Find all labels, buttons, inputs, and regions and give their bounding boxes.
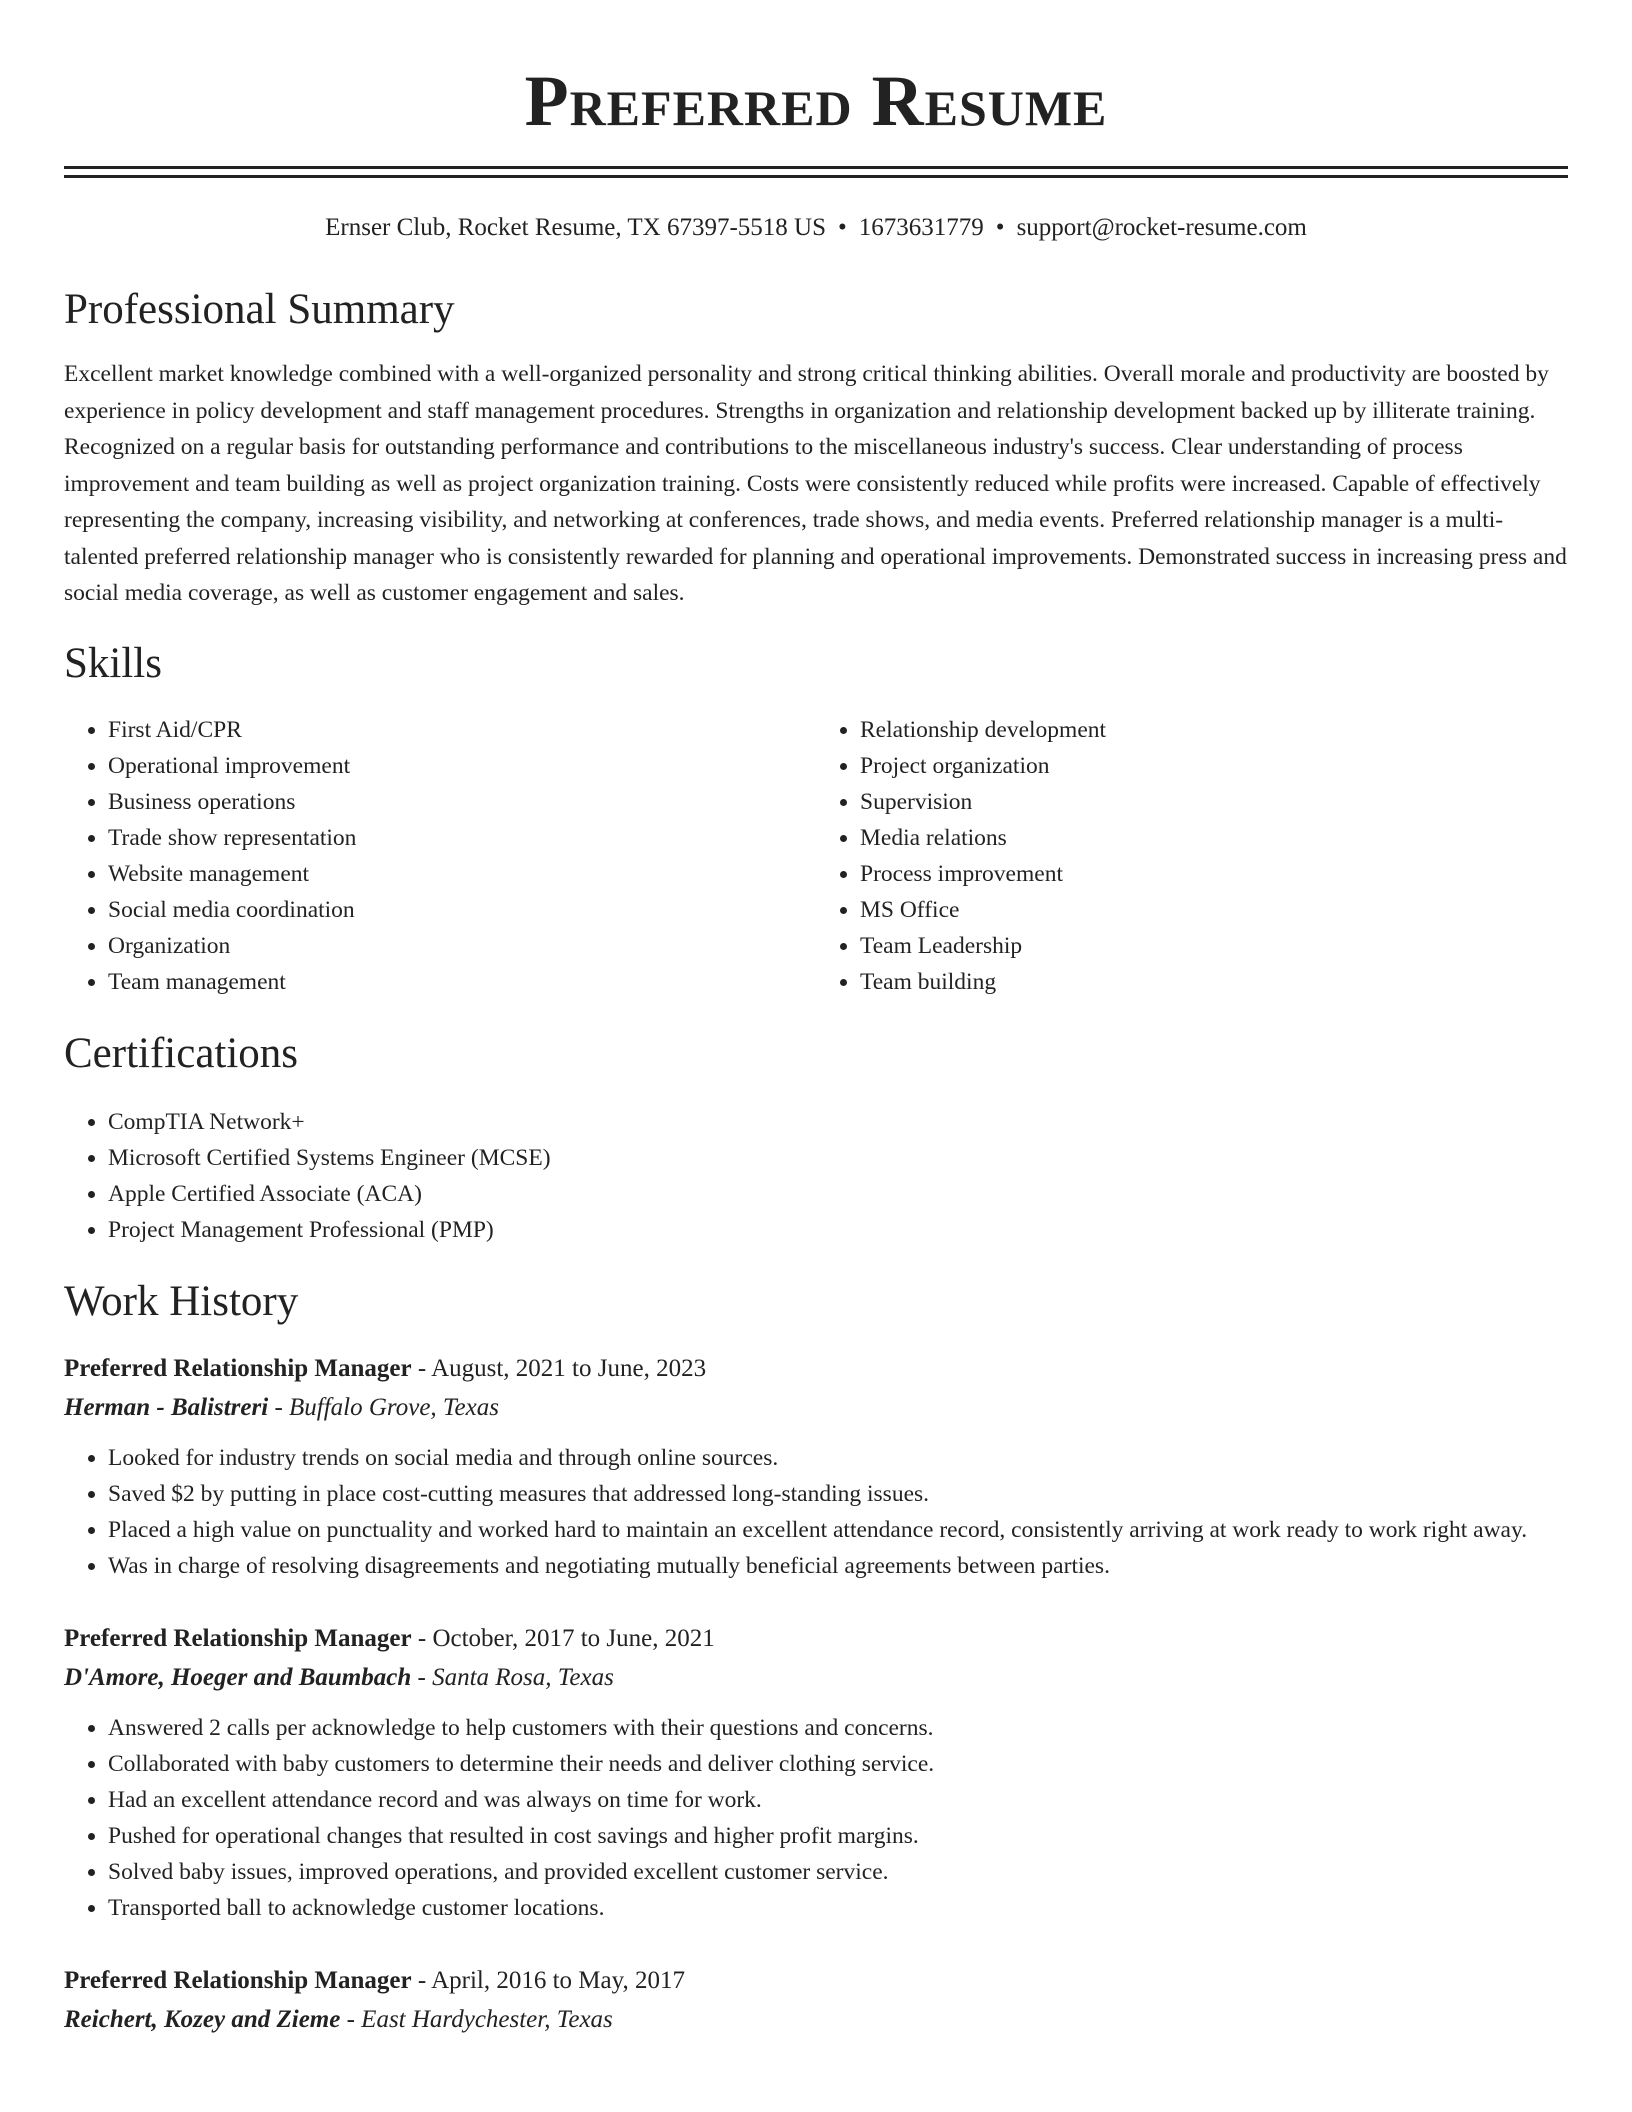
- job-dates: - April, 2016 to May, 2017: [411, 1966, 685, 1994]
- certifications-heading: Certifications: [64, 1029, 299, 1077]
- contact-email: support@rocket-resume.com: [1016, 214, 1307, 241]
- contact-address: Ernser Club, Rocket Resume, TX 67397-5518 US: [325, 214, 827, 241]
- job-role: Preferred Relationship Manager: [64, 1624, 412, 1652]
- skill-item: • Project organization: [860, 748, 1568, 784]
- header-divider: [64, 166, 1568, 178]
- summary-text: Excellent market knowledge combined with a well-organized personality and strong critical thinking abilities. Overall morale and productivity are boosted by experience in policy development and staff management procedures. Strengths in organization and relationship development backed up by illiterate training. Recognized on a regular basis for outstanding performance and contributions to the miscellaneous industry's success. Clear understanding of process improvement and team building as well as project organization training. Costs were consistently reduced while profits were increased. Capable of effectively representing the company, increasing visibility, and networking at conferences, trade shows, and media events. Preferred relationship manager is a multi-talented preferred relationship manager who is consistently rewarded for planning and operational improvements. Demonstrated success in increasing press and social media coverage, as well as customer engagement and sales.: [64, 361, 1567, 606]
- certification-item: • Apple Certified Associate (ACA): [108, 1176, 1568, 1212]
- job-bullets: [64, 1710, 1568, 1926]
- job-bullet: • Solved baby issues, improved operations, and provided excellent customer service.: [108, 1854, 1568, 1890]
- skill-item: • Organization: [108, 928, 816, 964]
- skills-grid: [64, 712, 1568, 1000]
- contact-separator: •: [995, 214, 1005, 241]
- job-company: Herman - Balistreri: [64, 1393, 269, 1421]
- job-company-line: [64, 1388, 1568, 1428]
- skill-item: • Team Leadership: [860, 928, 1568, 964]
- skill-item: • Social media coordination: [108, 892, 816, 928]
- skills-left-list: [64, 712, 816, 1000]
- job-bullet: • Answered 2 calls per acknowledge to help customers with their questions and concerns.: [108, 1710, 1568, 1746]
- job-bullet: • Transported ball to acknowledge customer locations.: [108, 1890, 1568, 1926]
- skill-item: • Process improvement: [860, 856, 1568, 892]
- job-entry: [64, 1962, 1568, 2040]
- job-location: - East Hardychester, Texas: [340, 2005, 613, 2033]
- summary-heading: Professional Summary: [64, 286, 455, 333]
- skill-item: • Business operations: [108, 784, 816, 820]
- job-bullets: [64, 1440, 1568, 1584]
- job-title-line: [64, 1350, 1568, 1388]
- skill-item: • Relationship development: [860, 712, 1568, 748]
- job-location: - Buffalo Grove, Texas: [268, 1393, 499, 1421]
- job-company: Reichert, Kozey and Zieme: [64, 2005, 341, 2033]
- job-dates: - August, 2021 to June, 2023: [411, 1354, 707, 1382]
- skills-right-list: [816, 712, 1568, 1000]
- job-bullet: • Pushed for operational changes that resulted in cost savings and higher profit margins.: [108, 1818, 1568, 1854]
- job-bullet: • Was in charge of resolving disagreements and negotiating mutually beneficial agreements between parties.: [108, 1548, 1568, 1584]
- skill-item: • Media relations: [860, 820, 1568, 856]
- contact-phone: 1673631779: [858, 214, 984, 241]
- job-bullet: • Had an excellent attendance record and was always on time for work.: [108, 1782, 1568, 1818]
- job-title-line: [64, 1620, 1568, 1658]
- resume-name: Preferred Resume: [524, 61, 1108, 141]
- contact-separator: •: [838, 214, 847, 241]
- job-bullet: • Placed a high value on punctuality and worked hard to maintain an excellent attendance record, consistently arriving at work ready to work right away.: [108, 1512, 1568, 1548]
- contact-line: [64, 212, 1568, 244]
- skill-item: • Trade show representation: [108, 820, 816, 856]
- job-company-line: [64, 1658, 1568, 1698]
- job-entry: [64, 1620, 1568, 1926]
- skill-item: • Team management: [108, 964, 816, 1000]
- job-company-line: [64, 2000, 1568, 2040]
- job-title-line: [64, 1962, 1568, 2000]
- job-entry: [64, 1350, 1568, 1584]
- skills-heading: Skills: [64, 639, 162, 687]
- job-location: - Santa Rosa, Texas: [411, 1663, 614, 1691]
- job-bullet: • Saved $2 by putting in place cost-cutting measures that addressed long-standing issues.: [108, 1476, 1568, 1512]
- certification-item: • Microsoft Certified Systems Engineer (MCSE): [108, 1140, 1568, 1176]
- job-bullet: • Looked for industry trends on social media and through online sources.: [108, 1440, 1568, 1476]
- job-role: Preferred Relationship Manager: [64, 1354, 412, 1382]
- skill-item: • MS Office: [860, 892, 1568, 928]
- skill-item: • First Aid/CPR: [108, 712, 816, 748]
- job-dates: - October, 2017 to June, 2021: [411, 1624, 715, 1652]
- job-role: Preferred Relationship Manager: [64, 1966, 412, 1994]
- skill-item: • Operational improvement: [108, 748, 816, 784]
- certifications-list: [64, 1104, 1568, 1248]
- skill-item: • Team building: [860, 964, 1568, 1000]
- work-history-heading: Work History: [64, 1277, 299, 1325]
- certification-item: • CompTIA Network+: [108, 1104, 1568, 1140]
- certification-item: • Project Management Professional (PMP): [108, 1212, 1568, 1248]
- resume-page: [64, 0, 1568, 2040]
- job-bullet: • Collaborated with baby customers to determine their needs and deliver clothing service.: [108, 1746, 1568, 1782]
- skill-item: • Supervision: [860, 784, 1568, 820]
- skill-item: • Website management: [108, 856, 816, 892]
- job-company: D'Amore, Hoeger and Baumbach: [64, 1663, 412, 1691]
